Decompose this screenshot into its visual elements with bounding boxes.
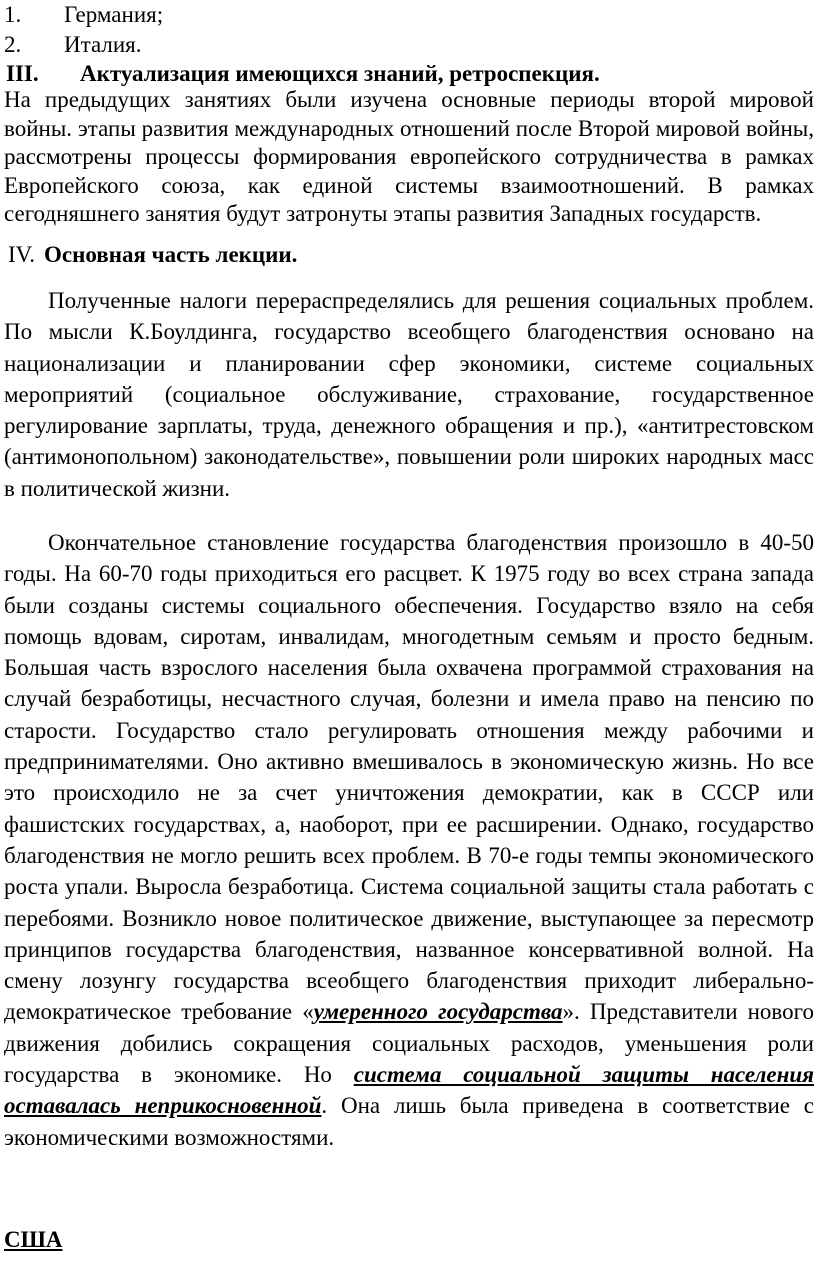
list-text: Германия;	[64, 2, 164, 27]
paragraph-text: Окончательное становление государства благоденствия произошло в 40-50 годы. На 60-70 годы приходиться его расцвет. К 1975 году во всех страна запада были созданы системы социального обеспечения. Государство взяло на себя помощь вдовам, сиротам, инвалидам, многодетным семьям и просто бедным. Большая часть взрослого населения была охвачена программой страхования на случай безработицы, несчастного случая, болезни и имела право на пенсию по старости. Государство стало регулировать отношения между рабочими и предпринимателями. Оно активно вмешивалось в экономическую жизнь. Но все это происходило не за счет уничтожения демократии, как в СССР или фашистских государствах, а, наоборот, при ее расширении. Однако, государство благоденствия не могло решить всех проблем. В 70-е годы темпы экономического роста упали. Выросла безработица. Система социальной защиты стала работать с перебоями. Возникло новое политическое движение, выступающее за пересмотр принципов государства благоденствия, названное консервативной волной. На смену лозунгу государства всеобщего благоденствия приходит либерально-демократическое требование «	[4, 530, 814, 1025]
paragraph-text: . Она лишь была приведена в соответствие с экономическими возможностями.	[4, 1093, 814, 1150]
list-number: 2.	[4, 32, 22, 57]
emphasis-moderate-state: умеренного государства	[313, 999, 563, 1025]
usa-heading: США	[4, 1227, 63, 1252]
list-number: 1.	[4, 2, 22, 27]
section-3-number: III.	[6, 61, 39, 86]
section-4-number: IV.	[8, 242, 36, 267]
section-3-title: Актуализация имеющихся знаний, ретроспекция.	[80, 61, 600, 86]
section-4-title: Основная часть лекции.	[44, 242, 298, 267]
lecture-paragraph-2	[4, 527, 814, 1153]
section-3-paragraph: На предыдущих занятиях были изучена основные периоды второй мировой войны. этапы развития международных отношений после Второй мировой войны, рассмотрены процессы формирования европейского сотрудничества в рамках Европейского союза, как единой системы взаимоотношений. В рамках сегодняшнего занятия будут затронуты этапы развития Западных государств.	[4, 87, 814, 226]
lecture-paragraph-1: Полученные налоги перераспределялись для решения социальных проблем. По мысли К.Боулдинга, государство всеобщего благоденствия основано на национализации и планировании сфер экономики, системе социальных мероприятий (социальное обслуживание, страхование, государственное регулирование зарплаты, труда, денежного обращения и пр.), «антитрестовском (антимонопольном) законодательстве», повышении роли широких народных масс в политической жизни.	[4, 288, 814, 501]
emphasis-social-protection: система социальной защиты населения оставалась неприкосновенной	[4, 1062, 814, 1119]
list-text: Италия.	[64, 32, 142, 57]
paragraph-text: ». Представители нового движения добились сокращения социальных расходов, уменьшения роли государства в экономике. Но	[4, 999, 814, 1088]
